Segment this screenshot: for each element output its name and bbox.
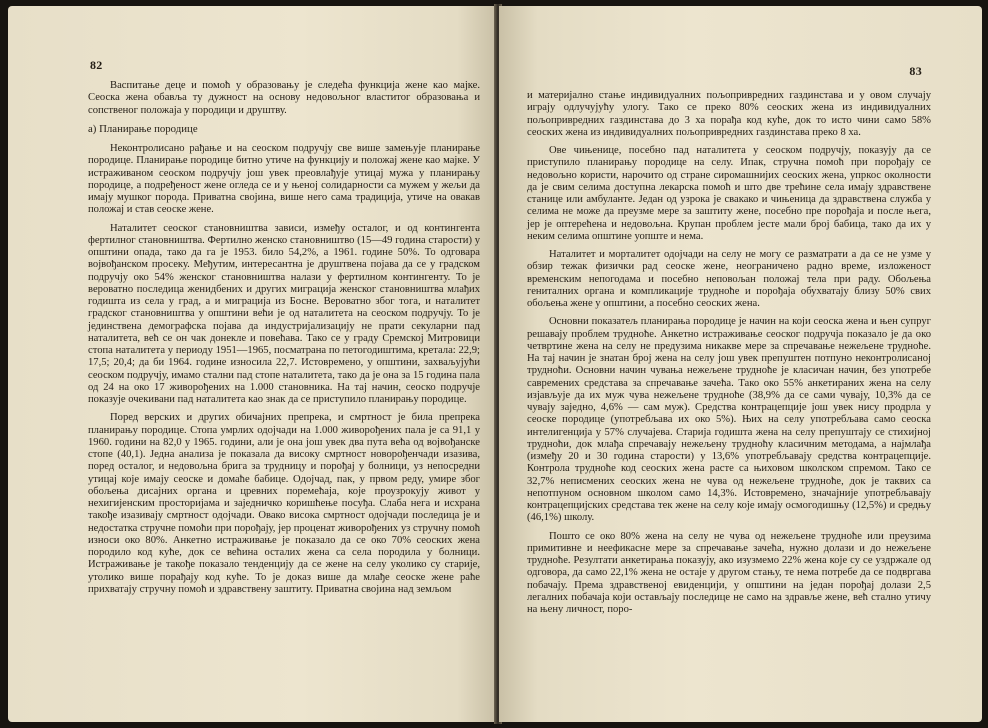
body-paragraph: Наталитет и морталитет одојчади на селу не могу се разматрати а да се не узме у обзир тежак физички рад сеоске жене, неограничено радно време, изложеност временским непогодама и посебно неповољан положај тела при раду. Обољења гениталних органа и компликације трудноће и порођаја обухватају близу 50% свих обољења жене у општини, а посебно сеоских жена. bbox=[527, 249, 931, 309]
right-page bbox=[499, 6, 982, 722]
left-page bbox=[8, 6, 496, 722]
page-number-left: 82 bbox=[90, 58, 103, 72]
body-paragraph: Основни показатељ планирања породице је начин на који сеоска жена и њен супруг решавају проблем трудноће. Анкетно истраживање сеоског подручја показало је да око четвртине жена на селу не предузима никакве мере за спречавање нежељене трудноће. На тај начин је знатан број жена на селу још увек препуштен потпуно неконтролисаној трудноћи. Основни начин чувања нежељене трудноће је класичан начин, без употребе савремених средстава за спречавање зачећа. Тако око 55% анкетираних жена на селу изјављује да их муж чува нежељене трудноће (38,9% да се сами чувају, 10,3% да се чувају заједно, 4,6% — сам муж). Средства контрацепције још увек нису продрла у сеоске породице (употребљава их око 5%). Њих на селу употребљава само сеоска интелигенција у 57% случајева. Старија годишта жена на селу препуштају се стихијној трудноћи, док млађа спречавају нежељену трудноћу класичним методама, а најмлађа (између 20 и 30 година старости) у 13,6% употребљавају средства контрацепције. Контрола трудноће код сеоских жена расте са њиховом школском спремом. Тако се 32,7% неписмених сеоских жена не чува од нежељене трудноће, док је таквих са непотпуном основном школом само 14,3%. Истовремено, значајније употребљавају контрацепцијских средстава тек жене на селу које имају осмогодишњу (12,5%) и средњу (46,1%) школу. bbox=[527, 316, 931, 524]
body-paragraph: Неконтролисано рађање и на сеоском подручју све више замењује планирање породице. Планирање породице битно утиче на функцију и положај жене као мајке. У истраживаном сеоском подручју још увек преовлађује утицај мужа у планирању породице, а подређеност жене огледа се и у њеној солидарности са мужем у жељи да имају мушког порода. Приватна својина, више него сама традиција, утиче на овакав положај и став сеоске жене. bbox=[88, 143, 480, 216]
body-paragraph: Поред верских и других обичајних препрека, и смртност је била препрека планирању породице. Стопа умрлих одојчади на 1.000 живорођених пала је са 91,1 у 1960. години на 82,0 у 1965. години, али је она још увек два пута већа од војвођанске стопе (40,1). Једна анализа је показала да високу смртност новорођенчади изазива, поред осталог, и недовољна брига за трудницу и порођај у болници, уз непосредни утицај које имају сеоске и домаће бабице. Одојчад, пак, у првом реду, умире због обољења дисајних органа и цревних поремећаја, које проузрокују живот у нехигијенским просторијама и заједничко коришћење посуђа. Слаба нега и исхрана такође изазивају смртност одојчади. Овако висока смртност одојчади последица је и недостатка стручне помоћи при порођају, јер проценат живорођених уз стручну помоћ износи око 80%. Анкетно истраживање је показало да се око 70% сеоских жена породило код куће, док се већина осталих жена са села породила у болници. Истраживање је такође показало тенденцију да се жене на селу уколико су старије, утолико више порађају код куће. То је доказ више да млађе сеоске жене раће прихватају стручну помоћ и здравствену заштиту. Приватна својина над земљом bbox=[88, 412, 480, 595]
right-page-text bbox=[527, 90, 931, 622]
body-paragraph: Ове чињенице, посебно пад наталитета у сеоском подручју, показују да се приступило планирању породице на селу. Ипак, стручна помоћ при порођају се недовољно користи, нарочито од стране сиромашнијих сеоских жена, упркос околности да је свим селима доступна лекарска помоћ и што две трећине села имају здравствене станице или амбуланте. Један од узрока је свакако и чињеница да здравствена служба у селима не може да преузме мере за заштиту жене, посебно пре порођаја и после њега, јер је оптерећена и недовољна. Крупан проблем јесте мали број бабица, тако да их у неким селима општине уопште и нема. bbox=[527, 145, 931, 242]
body-paragraph: Пошто се око 80% жена на селу не чува од нежељене трудноће или преузима примитивне и неефикасне мере за спречавање зачећа, нужно долази и до нежељене трудноће. Резултати анкетирања показују, ако изузмемо 22% жена које су се уздржале од одговора, да само 22,1% жена не остаје у другом стању, те нема потребе да се подвргава побачају. Према здравственој евиденцији, у општини на један порођај долази 2,5 легалних побачаја који остављају последице не само на здравље жене, већ стално утичу на њену личност, поро- bbox=[527, 530, 931, 615]
continued-paragraph: и материјално стање индивидуалних пољопривредних газдинстава и у овом случају играју одлучујућу улогу. Тако се преко 80% сеоских жена из индивидуалних пољопривредних газдинстава до 3 ха порађа код куће, док то исто чини само 58% сеоских жена из индивидуалних пољопривредних газдинстава преко 8 ха. bbox=[527, 90, 931, 138]
page-number-right: 83 bbox=[909, 64, 922, 78]
intro-paragraph: Васпитање деце и помоћ у образовању је следећа функција жене као мајке. Сеоска жена обавља ту дужност на основу недовољног властитог образовања и сопственог положаја у породици и друштву. bbox=[88, 80, 480, 116]
left-page-text bbox=[88, 80, 480, 602]
section-heading: а) Планирање породице bbox=[88, 122, 198, 135]
body-paragraph: Наталитет сеоског становништва зависи, између осталог, и од контингента фертилног становништва. Фертилно женско становништво (15—49 година старости) у општини опада, тако да га је 1953. било 54,2%, а 1961. године 50%. То одговара војвођанском просеку. Међутим, интересантна је друштвена појава да се у градском подручју око 54% женског становништва налази у фертилном контингенту. То је вероватно последица женидбених и других миграција женског становништва млађих годишта из села у град, а и миграција из Босне. Вероватно због тога, и наталитет градског становништва у општини већи је од наталитета на сеоском подручју. То је јединствена демографска појава да индустријализацију не прати секуларни пад наталитета, већ се он чак донекле и повећава. Тако се у граду Сремској Митровици стопа наталитета у периоду 1951—1965, посматрана по петогодиштима, кретала: 22,9; 17,5; 20,4; да би 1964. године износила 22,7. Истовремено, у општини, захваљујући сеоском подручју, имамо стални пад стопе наталитета, тако да је она за 15 година пала од 24 на око 17 живорођених на 1.000 становника. На тај начин, сеоско подручје показује очекивани пад наталитета као знак да се приступило планирању породице. bbox=[88, 222, 480, 405]
